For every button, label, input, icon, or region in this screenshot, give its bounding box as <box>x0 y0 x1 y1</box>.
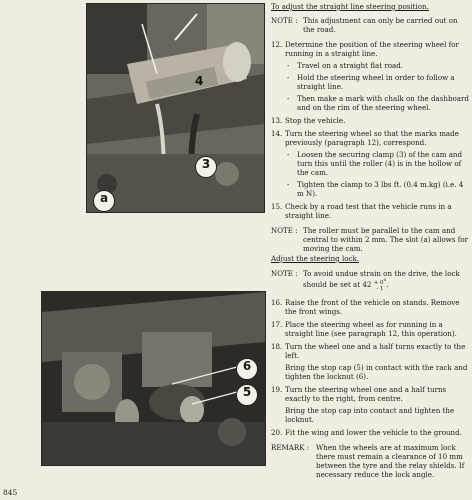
step-14 <box>271 129 470 147</box>
step-15 <box>271 202 470 220</box>
callout-a: a <box>93 190 115 212</box>
step-number: 20. <box>271 427 283 437</box>
step-19 <box>271 385 470 403</box>
steering-cam-photo <box>86 3 265 213</box>
note-text: This adjustment can only be carried out on the road. <box>303 16 458 34</box>
remark-label: REMARK : <box>271 442 310 452</box>
step-number: 12. <box>271 40 283 49</box>
callout-4: 4 <box>195 74 204 88</box>
remark-text: When the wheels are at maximum lock there must remain a clearance of 10 mm between the tyre and the relay shields. If necessary reduce the lock angle. <box>316 442 465 479</box>
step-bullet: - Travel on a straight flat road. <box>287 61 404 70</box>
step-bullet: - Loosen the securing clamp (3) of the cam and turn this until the roller (4) is in the hollow of the cam. <box>287 150 463 177</box>
step-detail: Bring the stop cap (5) in contact with the rack and tighten the locknut (6). <box>285 362 468 381</box>
note-label: NOTE : <box>271 16 298 25</box>
step-number: 17. <box>271 319 283 329</box>
step-number: 14. <box>271 129 283 138</box>
note-text: The roller must be parallel to the cam and central to within 2 mm. The slot (a) allows for moving the cam. <box>303 226 469 253</box>
callout-3: 3 <box>195 156 217 178</box>
step-16 <box>271 298 470 316</box>
callout-6: 6 <box>236 358 258 380</box>
note-label: NOTE : <box>271 226 298 235</box>
step-number: 15. <box>271 202 283 211</box>
straight-line-section <box>271 2 470 253</box>
step-18 <box>271 342 470 360</box>
steering-lock-section <box>271 254 470 479</box>
step-text: Turn the wheel one and a half turns exactly to the left. <box>285 341 466 360</box>
step-number: 13. <box>271 116 283 125</box>
step-text: Turn the steering wheel one and a half turns exactly to the right, from centre. <box>285 384 447 403</box>
remark <box>271 443 470 479</box>
step-text: Turn the steering wheel so that the marks made previously (paragraph 12), correspond. <box>285 129 459 147</box>
note <box>271 16 470 34</box>
page-number: 845 <box>3 488 18 497</box>
step-bullet: - Hold the steering wheel in order to follow a straight line. <box>287 73 455 91</box>
note-roller <box>271 226 470 253</box>
step-text: Stop the vehicle. <box>285 116 346 125</box>
step-text: Check by a road test that the vehicle runs in a straight line. <box>285 202 452 220</box>
step-text: Fit the wing and lower the vehicle to the ground. <box>285 427 462 437</box>
note-label: NOTE : <box>271 269 298 278</box>
steering-lock-photo <box>41 291 266 466</box>
callout-5: 5 <box>236 384 258 406</box>
section-heading: To adjust the straight line steering position. <box>271 2 429 11</box>
step-13 <box>271 116 470 125</box>
step-bullet: - Tighten the clamp to 3 lbs ft. (0.4 m.kg) (i.e. 4 m N). <box>287 180 464 198</box>
step-text: Place the steering wheel as for running in a straight line (see paragraph 12, this operation). <box>285 319 457 338</box>
step-17 <box>271 320 470 338</box>
note-text: To avoid undue strain on the drive, the lock <box>303 269 460 278</box>
step-number: 19. <box>271 384 283 394</box>
step-text: Raise the front of the vehicle on stands. Remove the front wings. <box>285 297 460 316</box>
step-number: 18. <box>271 341 283 351</box>
step-number: 16. <box>271 297 283 307</box>
lock-angle-tolerance: + $0^o$ - 1 <box>373 278 387 292</box>
step-detail: Bring the stop cap into contact and tighten the locknut. <box>285 405 455 424</box>
step-12 <box>271 40 470 58</box>
note-lock-angle: NOTE : To avoid undue strain on the drive, the lock should be set at $42 + 0^o$ - 1 . <box>271 269 460 292</box>
section-heading: Adjust the steering lock. <box>271 254 360 263</box>
step-20 <box>271 428 470 437</box>
step-text: Determine the position of the steering wheel for running in a straight line. <box>285 40 459 58</box>
note-text: should be set at 42 <box>303 279 372 289</box>
step-bullet: - Then make a mark with chalk on the dashboard and on the rim of the steering wheel. <box>287 94 469 112</box>
